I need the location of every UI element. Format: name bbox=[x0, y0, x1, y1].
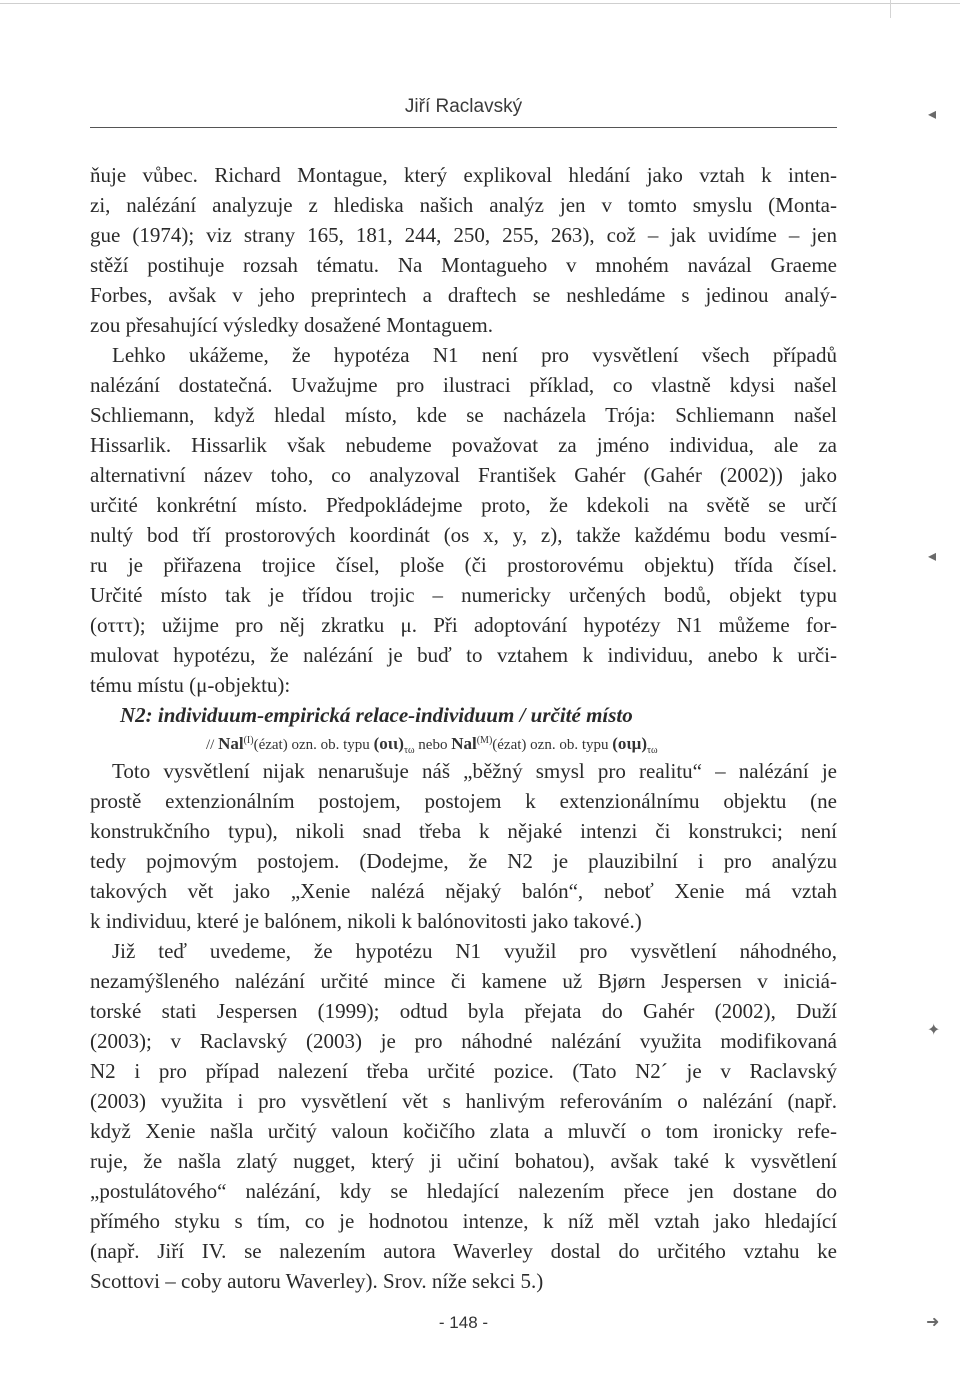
text-line: tedy pojmovým postojem. (Dodejme, že N2 je plauzibilní i pro analýzu bbox=[90, 849, 837, 873]
text-line: N2 i pro případ nalezení třeba určité pozice. (Tato N2´ je v Raclavský bbox=[90, 1059, 837, 1083]
main-text bbox=[90, 160, 837, 1296]
text-line: ruje, že našla zlatý nugget, který ji učiní bohatou), avšak také k vysvětlení bbox=[90, 1149, 837, 1173]
note-prefix: // bbox=[206, 737, 219, 753]
text-line: gue (1974); viz strany 165, 181, 244, 250, 255, 263), což – jak uvidíme – jen bbox=[90, 223, 837, 247]
margin-arrow-icon: ◂ bbox=[928, 104, 937, 123]
text-line: k individuu, které je balónem, nikoli k balónovitosti jako takové.) bbox=[90, 909, 642, 933]
text-line: ru je přiřazena trojice čísel, ploše (či prostorovému objektu) třída čísel. bbox=[90, 553, 837, 577]
text-line: tému místu (μ-objektu): bbox=[90, 673, 291, 697]
note-a-text: (ézat) ozn. ob. typu bbox=[253, 737, 374, 753]
text-line: stěží postihuje rozsah tématu. Na Montagueho v mnohém navázal Graeme bbox=[90, 253, 837, 277]
text-line: nalézání dostatečná. Uvažujme pro ilustraci příklad, co vlastně kdysi našel bbox=[90, 373, 837, 397]
note-mid: nebo bbox=[414, 737, 452, 753]
text-line: Hissarlik. Hissarlik však nebudeme považovat za jméno individua, ale za bbox=[90, 433, 837, 457]
text-line: určité konkrétní místo. Předpokládejme proto, že kdekoli na světě se určí bbox=[90, 493, 837, 517]
text-line: (2003) využita i pro vysvětlení vět s hanlivým referováním o nalézání (např. bbox=[90, 1089, 837, 1113]
running-head: Jiří Raclavský bbox=[404, 96, 523, 117]
margin-arrow-icon: ➜ bbox=[926, 1312, 940, 1331]
text-line: ňuje vůbec. Richard Montague, který explikoval hledání jako vztah k inten- bbox=[90, 163, 837, 187]
text-line: mulovat hypotézu, že nalézání je buď to vztahem k individuu, anebo k urči- bbox=[90, 643, 837, 667]
text-line: zou přesahující výsledky dosažené Montaguem. bbox=[90, 313, 493, 337]
header-rule bbox=[90, 127, 837, 128]
text-line: Schliemann, když hledal místo, kde se nacházela Trója: Schliemann našel bbox=[90, 403, 837, 427]
note-a-sup: (I) bbox=[243, 735, 254, 746]
text-line: prostě extenzionálním postojem, postojem k extenzionálnímu objektu (ne bbox=[90, 789, 837, 813]
note-b-name: Nal bbox=[451, 734, 477, 753]
note-a-name: Nal bbox=[218, 734, 244, 753]
margin-star-icon: ✦ bbox=[927, 1020, 941, 1039]
text-line: přímého styku s tím, co je hodnotou intenze, k níž měl vztah jako hledající bbox=[90, 1209, 837, 1233]
page-number: - 148 - bbox=[438, 1313, 489, 1332]
note-a-type: (οιι) bbox=[373, 734, 404, 753]
margin-arrow-icon: ◂ bbox=[928, 546, 937, 565]
text-line: Toto vysvětlení nijak nenarušuje náš „běžný smysl pro realitu“ – nalézání je bbox=[112, 759, 837, 783]
hypothesis-n2-heading: N2: individuum-empirická relace-individuum / určité místo bbox=[120, 703, 633, 727]
text-line: když Xenie našla určitý valoun kočičího zlata a mluvčí o tom ironicky refe- bbox=[90, 1119, 837, 1143]
text-line: Určité místo tak je třídou trojic – numericky určených bodů, objekt typu bbox=[90, 583, 837, 607]
hypothesis-n2-note bbox=[90, 730, 837, 756]
text-line: nezamýšleného nalézání určité mince či kamene už Bjørn Jespersen v iniciá- bbox=[90, 969, 837, 993]
text-line: Scottovi – coby autoru Waverley). Srov. níže sekci 5.) bbox=[90, 1269, 544, 1293]
note-b-sub: τω bbox=[646, 745, 658, 756]
text-line: takových vět jako „Xenie nalézá nějaký balón“, neboť Xenie má vztah bbox=[90, 879, 837, 903]
text-line: alternativní název toho, co analyzoval František Gahér (Gahér (2002)) jako bbox=[90, 463, 837, 487]
note-b-text: (ézat) ozn. ob. typu bbox=[492, 737, 613, 753]
scan-top-tick bbox=[890, 0, 891, 18]
text-line: Lehko ukážeme, že hypotéza N1 není pro vysvětlení všech případů bbox=[112, 343, 837, 367]
text-line: konstrukčního typu), nikoli snad třeba k nějaké intenzi či konstrukci; není bbox=[90, 819, 837, 843]
text-line: nultý bod tří prostorových koordinát (os x, y, z), takže každému bodu vesmí- bbox=[90, 523, 837, 547]
note-a-sub: τω bbox=[403, 745, 415, 756]
text-line: (οτττ); užijme pro něj zkratku μ. Při adoptování hypotézy N1 můžeme for- bbox=[90, 613, 837, 637]
text-line: torské stati Jespersen (1999); odtud byla přejata do Gahér (2002), Duží bbox=[90, 999, 837, 1023]
text-line: zi, nalézání analyzuje z hlediska našich analýz jen v tomto smyslu (Monta- bbox=[90, 193, 837, 217]
text-line: „postulátového“ nalézání, kdy se hledající nalezením přece jen dostane do bbox=[90, 1179, 837, 1203]
text-line: Forbes, avšak v jeho preprintech a draftech se neshledáme s jedinou analý- bbox=[90, 283, 837, 307]
scan-top-rule bbox=[0, 3, 960, 4]
text-line: (např. Jiří IV. se nalezením autora Waverley dostal do určitého vztahu ke bbox=[90, 1239, 837, 1263]
text-line: Již teď uvedeme, že hypotézu N1 využil pro vysvětlení náhodného, bbox=[112, 939, 837, 963]
text-line: (2003); v Raclavský (2003) je pro náhodné nalézání využita modifikovaná bbox=[90, 1029, 837, 1053]
note-b-sup: (M) bbox=[476, 735, 493, 746]
note-b-type: (οιμ) bbox=[612, 734, 647, 753]
